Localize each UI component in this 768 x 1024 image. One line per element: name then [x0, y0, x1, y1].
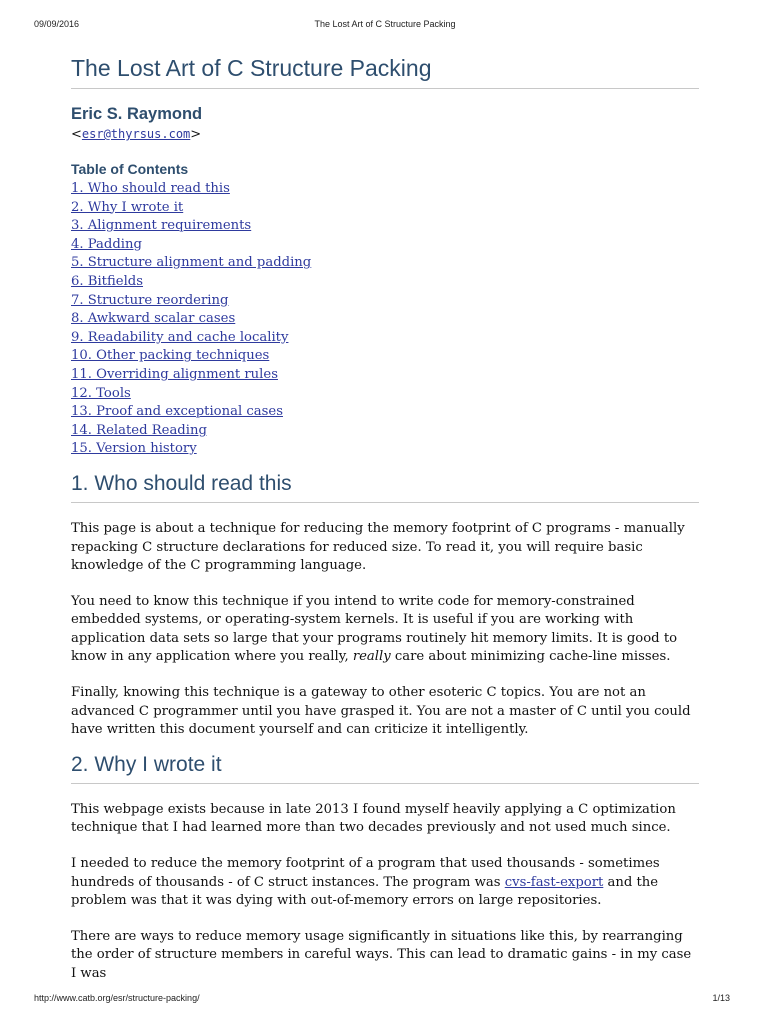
page-title: The Lost Art of C Structure Packing	[71, 54, 699, 89]
toc-item	[71, 385, 699, 404]
author-email-link[interactable]: esr@thyrsus.com	[81, 127, 191, 141]
toc-item	[71, 217, 699, 236]
print-doc-title: The Lost Art of C Structure Packing	[314, 19, 456, 29]
section2-paragraph: This webpage exists because in late 2013 I found myself heavily applying a C optimization technique that I had learned more than two decades previously and not used much since.	[71, 801, 676, 836]
section1-paragraph: This page is about a technique for reducing the memory footprint of C programs - manually repacking C structure declarations for reduced size. To read it, you will require basic knowledge of the C programming language.	[71, 520, 685, 574]
toc-item	[71, 366, 699, 385]
toc-link-proof-exceptional-cases[interactable]: 13. Proof and exceptional cases	[71, 404, 283, 420]
toc-item	[71, 236, 699, 255]
toc-item	[71, 329, 699, 348]
section2-paragraph: I needed to reduce the memory footprint of a program that used thousands - sometimes hundreds of thousands - of C struct instances. The program was cvs-fast-export and the problem was that it was dying with out-of-memory errors on large repositories.	[71, 856, 660, 909]
toc-heading: Table of Contents	[71, 161, 189, 177]
toc-link-related-reading[interactable]: 14. Related Reading	[71, 422, 207, 438]
toc-link-readability-cache-locality[interactable]: 9. Readability and cache locality	[71, 329, 289, 345]
toc-link-who-should-read[interactable]: 1. Who should read this	[71, 181, 230, 196]
toc-item	[71, 180, 699, 199]
toc-item	[71, 292, 699, 311]
toc-link-why-i-wrote-it[interactable]: 2. Why I wrote it	[71, 199, 184, 215]
toc-item	[71, 347, 699, 366]
section2-paragraph: There are ways to reduce memory usage significantly in situations like this, by rearranging the order of structure members in careful ways. This can lead to dramatic gains - in my case I was	[71, 928, 692, 981]
toc-link-bitfields[interactable]: 6. Bitfields	[71, 273, 144, 289]
toc-link-structure-reordering[interactable]: 7. Structure reordering	[71, 292, 229, 308]
toc-link-version-history[interactable]: 15. Version history	[71, 441, 197, 457]
toc-link-other-packing-techniques[interactable]: 10. Other packing techniques	[71, 348, 270, 364]
toc-item	[71, 422, 699, 441]
toc-link-padding[interactable]: 4. Padding	[71, 236, 142, 252]
article	[71, 50, 699, 984]
author-name: Eric S. Raymond	[71, 105, 203, 123]
section1-paragraph: Finally, knowing this technique is a gateway to other esoteric C topics. You are not an advanced C programmer until you have grasped it. You are not a master of C until you could have written this document yourself and can criticize it intelligently.	[71, 685, 691, 738]
section-heading-why-i-wrote-it: 2. Why I wrote it	[71, 752, 699, 784]
toc-item	[71, 403, 699, 422]
toc-item	[71, 199, 699, 218]
author-email-line: <esr@thyrsus.com>	[71, 127, 202, 142]
cvs-fast-export-link[interactable]: cvs-fast-export	[504, 874, 604, 890]
print-page-number: 1/13	[712, 993, 730, 1003]
emphasis-really: really	[352, 649, 391, 665]
print-footer	[34, 993, 736, 1005]
toc-link-structure-alignment[interactable]: 5. Structure alignment and padding	[71, 255, 312, 271]
toc-link-overriding-alignment-rules[interactable]: 11. Overriding alignment rules	[71, 366, 278, 382]
table-of-contents	[71, 180, 699, 459]
print-header	[34, 19, 736, 31]
toc-item	[71, 310, 699, 329]
section-heading-who-should-read: 1. Who should read this	[71, 471, 699, 503]
toc-item	[71, 273, 699, 292]
toc-link-awkward-scalar-cases[interactable]: 8. Awkward scalar cases	[71, 311, 236, 327]
toc-item	[71, 440, 699, 459]
print-url: http://www.catb.org/esr/structure-packing/	[34, 993, 200, 1003]
toc-link-tools[interactable]: 12. Tools	[71, 385, 131, 401]
toc-link-alignment-requirements[interactable]: 3. Alignment requirements	[71, 218, 252, 234]
toc-item	[71, 254, 699, 273]
section1-paragraph: You need to know this technique if you intend to write code for memory-constrained embedded systems, or operating-system kernels. It is useful if you are working with application data sets so large that your programs routinely hit memory limits. It is good to know in any application where you really, really care about minimizing cache-line misses.	[71, 593, 678, 665]
print-date: 09/09/2016	[34, 19, 80, 29]
